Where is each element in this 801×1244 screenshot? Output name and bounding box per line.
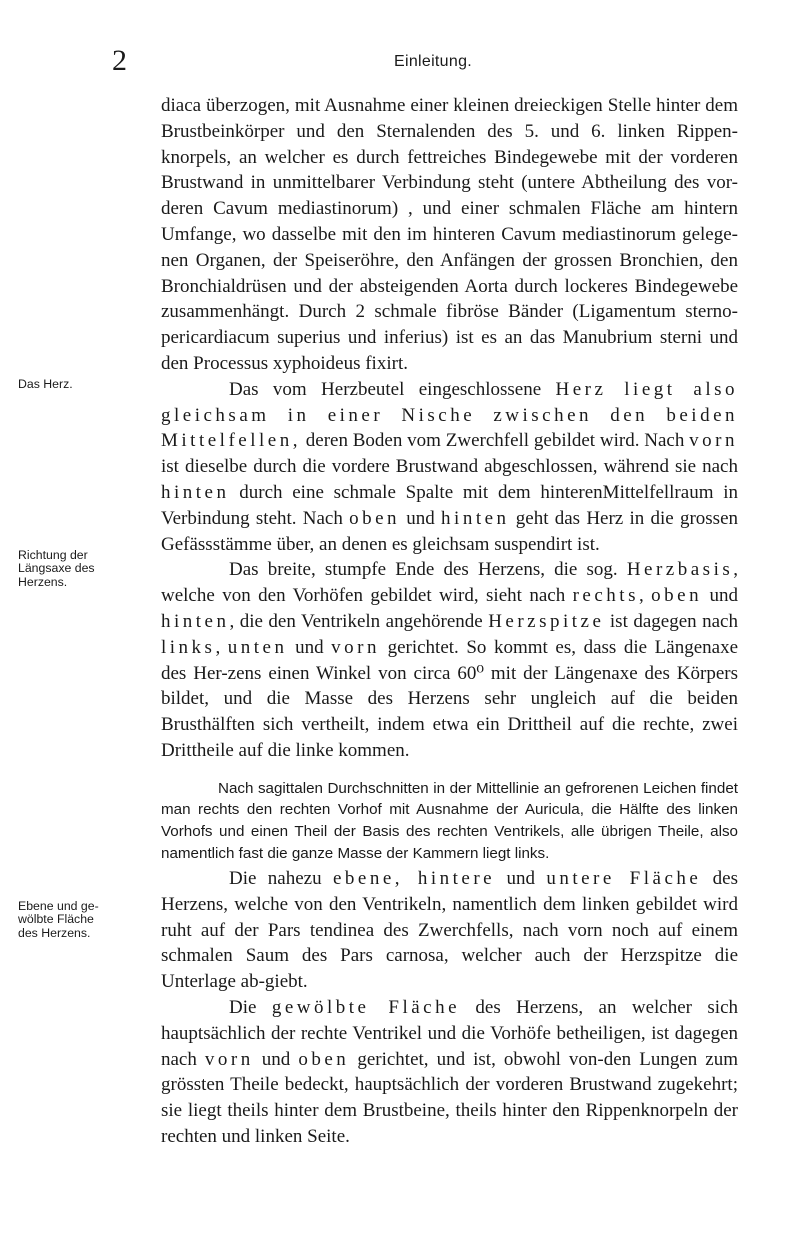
text-run: gerichtet, und ist, obwohl von-den Lungen zum grössten Theile bedeckt, hauptsächlich der vorderen Brustwand zugekehrt; sie liegt theils hinter dem Brustbeine, theils hinter den Rippenknorpeln der rechten und linken Seite. [161, 1048, 739, 1148]
emphasis-run: vorn [689, 430, 738, 452]
emphasis-run: links [161, 636, 216, 658]
emphasis-run: untere Fläche [546, 868, 702, 890]
text-run: geht das Herz in die grossen Gefässstämme über, an denen es gleichsam suspendirt ist. [161, 507, 738, 555]
text-run: Die [229, 997, 272, 1019]
text-run: durch eine schmale Spalte mit dem hinterenMittelfellraum in Verbindung steht. Nach [161, 481, 738, 529]
page-number: 2 [112, 44, 127, 77]
emphasis-run: hinten [441, 507, 510, 529]
text-run: Die nahezu [229, 868, 333, 890]
emphasis-run: gewölbte Fläche [271, 997, 461, 1019]
emphasis-run: unten [227, 636, 288, 658]
text-run: und [400, 507, 442, 529]
emphasis-run: ebene, hintere [332, 868, 496, 890]
running-head: Einleitung. [394, 53, 473, 70]
emphasis-run: Herzbasis [626, 559, 734, 581]
body-text [161, 93, 738, 1150]
paragraph-laengsaxe [161, 557, 738, 763]
text-run: des Herzens, an welcher sich hauptsächlich der rechte Ventrikel und die Vorhöfe betheiligen, ist dagegen nach [161, 997, 739, 1070]
emphasis-run: hinten [161, 610, 230, 632]
text-run: , die den Ventrikeln angehörende [229, 610, 489, 632]
emphasis-run: vorn [331, 636, 380, 658]
margin-note-ebene-flaeche: Ebene und ge- wölbte Fläche des Herzens. [18, 899, 99, 940]
text-run: ist dagegen nach [604, 610, 738, 632]
emphasis-run: oben [298, 1048, 350, 1070]
text-run: Das vom Herzbeutel eingeschlossene [229, 378, 556, 400]
emphasis-run: hinten [161, 481, 230, 503]
margin-note-das-herz: Das Herz. [18, 377, 73, 391]
paragraph-gewoelbte-flaeche [161, 995, 738, 1150]
text-run: , [215, 636, 228, 658]
emphasis-run: vorn [204, 1048, 254, 1070]
text-run: Das breite, stumpfe Ende des Herzens, die sog. [229, 559, 627, 581]
margin-note-richtung-laengsaxe: Richtung der Längsaxe des Herzens. [18, 548, 95, 589]
text-run: deren Boden vom Zwerchfell gebildet wird. Nach [300, 430, 690, 452]
emphasis-run: rechts [572, 585, 639, 607]
text-run: und [495, 868, 547, 890]
emphasis-run: oben [349, 507, 401, 529]
text-run: , [638, 585, 652, 607]
paragraph-das-herz [161, 377, 738, 558]
emphasis-run: Herzspitze [488, 610, 605, 632]
text-run: ist dieselbe durch die vordere Brustwand abgeschlossen, während sie nach [161, 456, 738, 478]
emphasis-run: oben [651, 585, 703, 607]
paragraph-ebene-flaeche [161, 866, 738, 995]
paragraph-herzbeutel: diaca überzogen, mit Ausnahme einer kleinen dreieckigen Stelle hinter dem Brustbeinkörper und den Sternalenden des 5. und 6. linken Rippen-knorpels, an welcher es durch fettreiches Bindegewebe mit der vorderen Brustwand in unmittelbarer Verbindung steht (untere Abtheilung des vor-deren Cavum mediastinorum) , und einer schmalen Fläche am hintern Umfange, wo dasselbe mit den im hinteren Cavum mediastinorum gelege-nen Organen, der Speiseröhre, den Anfängen der grossen Bronchien, den Bronchialdrüsen und der absteigenden Aorta durch lockeres Bindegewebe zusammenhängt. Durch 2 schmale fibröse Bänder (Ligamentum sterno-pericardiacum superius und inferius) ist es an das Manubrium sterni und den Processus xyphoideus fixirt. [161, 95, 738, 374]
emphasis-run: Herz liegt also gleichsam in einer Nische zwischen den beiden Mittelfellen, [161, 378, 738, 452]
text-run: , welche von den Vorhöfen gebildet wird, sieht nach [161, 559, 738, 607]
small-print-note: Nach sagittalen Durchschnitten in der Mittellinie an gefrorenen Leichen findet man rechts den rechten Vorhof mit Ausnahme der Auricula, die Hälfte des linken Vorhofs und einen Theil der Basis des rechten Ventrikels, alle übrigen Theile, also namentlich fast die ganze Masse der Kammern liegt links. [161, 779, 738, 862]
text-run: gerichtet. So kommt es, dass die Längenaxe des Her-zens einen Winkel von circa 60⁰ mit der Längenaxe des Körpers bildet, und die Masse des Herzens sehr ungleich auf die beiden Brusthälften sich vertheilt, indem etwa ein Drittheil auf die rechte, zwei Drittheile auf die linke kommen. [161, 636, 738, 761]
text-run: und [253, 1048, 299, 1070]
text-run: des Herzens, welche von den Ventrikeln, namentlich dem linken gebildet wird ruht auf der Pars tendinea des Zwerchfells, nach vorn noch auf einem schmalen Saum des Pars carnosa, welcher auch der Herzspitze die Unterlage ab-giebt. [161, 868, 739, 993]
text-run: und [702, 585, 739, 607]
text-run: und [287, 636, 332, 658]
